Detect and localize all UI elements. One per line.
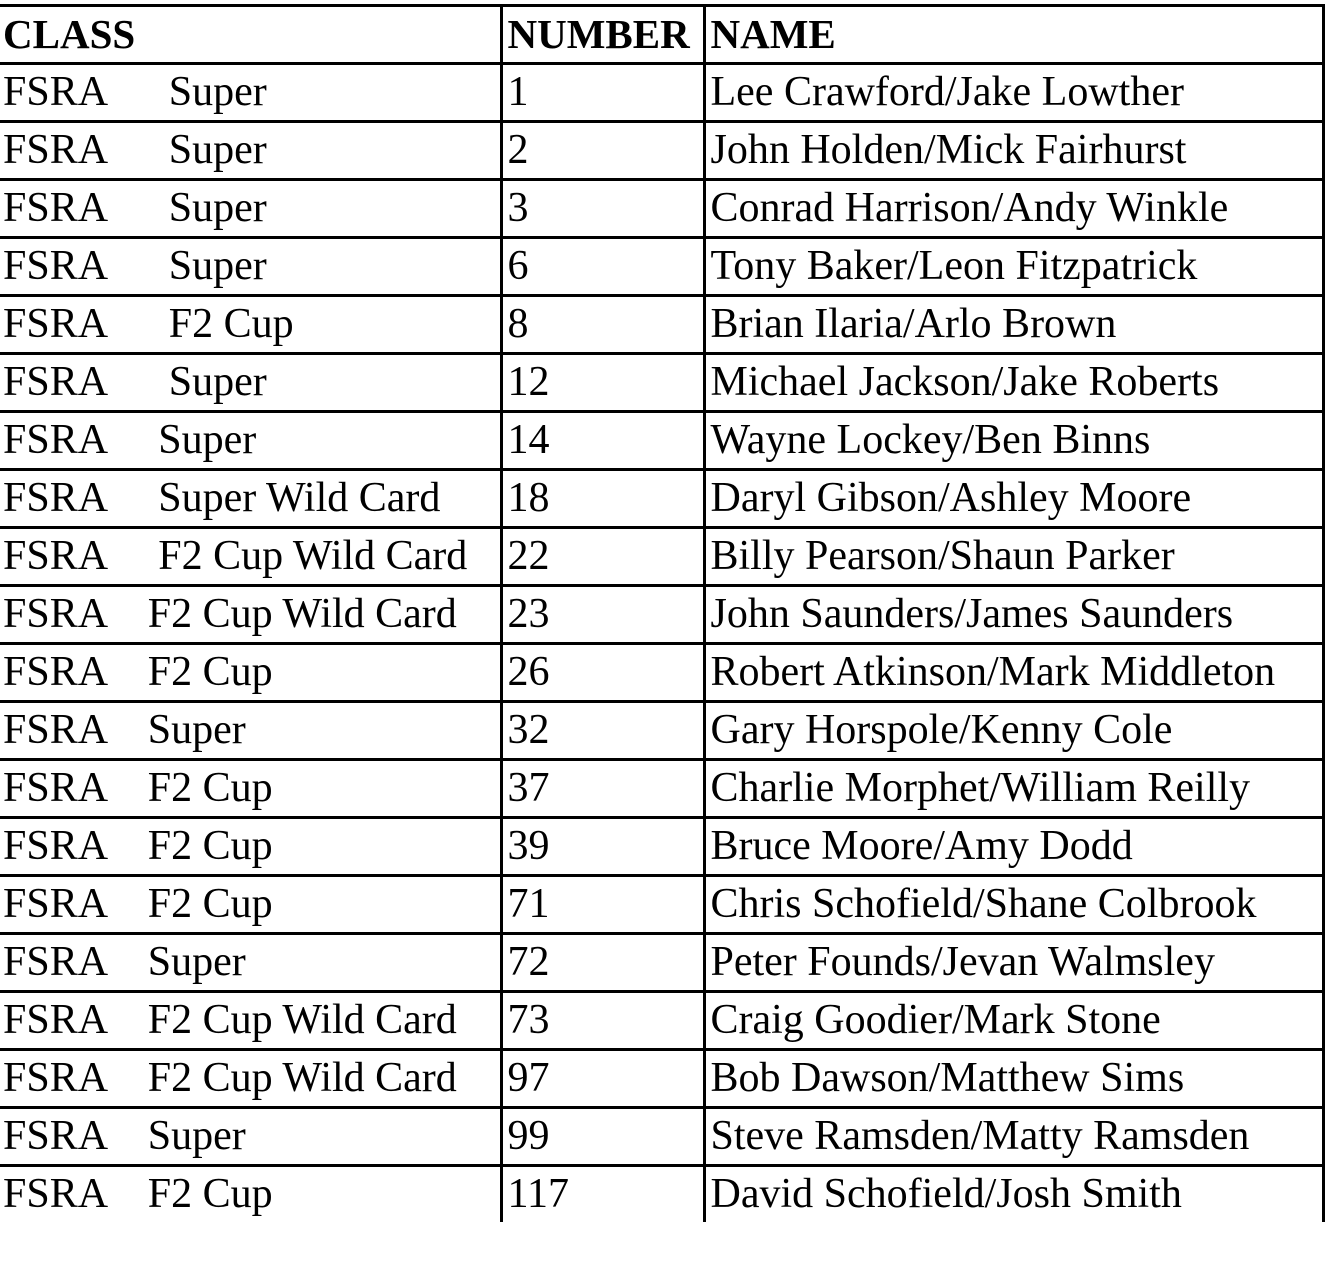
- table-row: [0, 1166, 1323, 1223]
- cell-number: 14: [501, 412, 704, 470]
- cell-class: FSRA Super: [0, 238, 501, 296]
- cell-name: Wayne Lockey/Ben Binns: [704, 412, 1323, 470]
- cell-class: FSRA F2 Cup Wild Card: [0, 1050, 501, 1108]
- cell-class: FSRA Super Wild Card: [0, 470, 501, 528]
- table-row: [0, 180, 1323, 238]
- header-class: CLASS: [0, 6, 501, 64]
- cell-number: 97: [501, 1050, 704, 1108]
- table-row: [0, 644, 1323, 702]
- cell-class: FSRA F2 Cup: [0, 760, 501, 818]
- cell-number: 32: [501, 702, 704, 760]
- cell-class: FSRA Super: [0, 354, 501, 412]
- cell-number: 3: [501, 180, 704, 238]
- cell-number: 71: [501, 876, 704, 934]
- cell-number: 1: [501, 64, 704, 122]
- cell-class: FSRA Super: [0, 702, 501, 760]
- cell-name: Bruce Moore/Amy Dodd: [704, 818, 1323, 876]
- table-row: [0, 992, 1323, 1050]
- cell-number: 39: [501, 818, 704, 876]
- cell-name: David Schofield/Josh Smith: [704, 1166, 1323, 1223]
- cell-number: 18: [501, 470, 704, 528]
- cell-class: FSRA F2 Cup Wild Card: [0, 528, 501, 586]
- header-name: NAME: [704, 6, 1323, 64]
- cell-class: FSRA Super: [0, 1108, 501, 1166]
- table-row: [0, 586, 1323, 644]
- cell-name: Lee Crawford/Jake Lowther: [704, 64, 1323, 122]
- cell-class: FSRA Super: [0, 122, 501, 180]
- table-row: [0, 238, 1323, 296]
- table-row: [0, 876, 1323, 934]
- cell-class: FSRA Super: [0, 64, 501, 122]
- cell-number: 73: [501, 992, 704, 1050]
- table-row: [0, 412, 1323, 470]
- table-row: [0, 818, 1323, 876]
- cell-class: FSRA Super: [0, 934, 501, 992]
- table-row: [0, 122, 1323, 180]
- cell-class: FSRA F2 Cup Wild Card: [0, 992, 501, 1050]
- cell-number: 37: [501, 760, 704, 818]
- header-number: NUMBER: [501, 6, 704, 64]
- cell-number: 22: [501, 528, 704, 586]
- table-row: [0, 470, 1323, 528]
- header-row: [0, 6, 1323, 64]
- cell-name: Tony Baker/Leon Fitzpatrick: [704, 238, 1323, 296]
- cell-class: FSRA Super: [0, 180, 501, 238]
- cell-number: 117: [501, 1166, 704, 1223]
- cell-name: Gary Horspole/Kenny Cole: [704, 702, 1323, 760]
- cell-class: FSRA F2 Cup Wild Card: [0, 586, 501, 644]
- cell-name: John Holden/Mick Fairhurst: [704, 122, 1323, 180]
- table-row: [0, 1108, 1323, 1166]
- cell-number: 23: [501, 586, 704, 644]
- entry-list-table: [0, 4, 1325, 1222]
- cell-name: Conrad Harrison/Andy Winkle: [704, 180, 1323, 238]
- cell-number: 2: [501, 122, 704, 180]
- cell-class: FSRA F2 Cup: [0, 644, 501, 702]
- cell-name: Peter Founds/Jevan Walmsley: [704, 934, 1323, 992]
- table-row: [0, 934, 1323, 992]
- cell-class: FSRA F2 Cup: [0, 1166, 501, 1223]
- table-row: [0, 354, 1323, 412]
- cell-name: Robert Atkinson/Mark Middleton: [704, 644, 1323, 702]
- cell-class: FSRA F2 Cup: [0, 876, 501, 934]
- cell-number: 8: [501, 296, 704, 354]
- cell-name: Bob Dawson/Matthew Sims: [704, 1050, 1323, 1108]
- cell-name: John Saunders/James Saunders: [704, 586, 1323, 644]
- cell-name: Michael Jackson/Jake Roberts: [704, 354, 1323, 412]
- cell-name: Charlie Morphet/William Reilly: [704, 760, 1323, 818]
- cell-number: 12: [501, 354, 704, 412]
- cell-name: Craig Goodier/Mark Stone: [704, 992, 1323, 1050]
- cell-name: Chris Schofield/Shane Colbrook: [704, 876, 1323, 934]
- cell-number: 6: [501, 238, 704, 296]
- table-row: [0, 296, 1323, 354]
- cell-number: 26: [501, 644, 704, 702]
- cell-class: FSRA F2 Cup: [0, 818, 501, 876]
- cell-name: Brian Ilaria/Arlo Brown: [704, 296, 1323, 354]
- cell-number: 99: [501, 1108, 704, 1166]
- cell-name: Daryl Gibson/Ashley Moore: [704, 470, 1323, 528]
- table-row: [0, 1050, 1323, 1108]
- cell-name: Billy Pearson/Shaun Parker: [704, 528, 1323, 586]
- cell-class: FSRA F2 Cup: [0, 296, 501, 354]
- table-row: [0, 760, 1323, 818]
- table-row: [0, 702, 1323, 760]
- table-row: [0, 64, 1323, 122]
- cell-name: Steve Ramsden/Matty Ramsden: [704, 1108, 1323, 1166]
- cell-number: 72: [501, 934, 704, 992]
- table-row: [0, 528, 1323, 586]
- cell-class: FSRA Super: [0, 412, 501, 470]
